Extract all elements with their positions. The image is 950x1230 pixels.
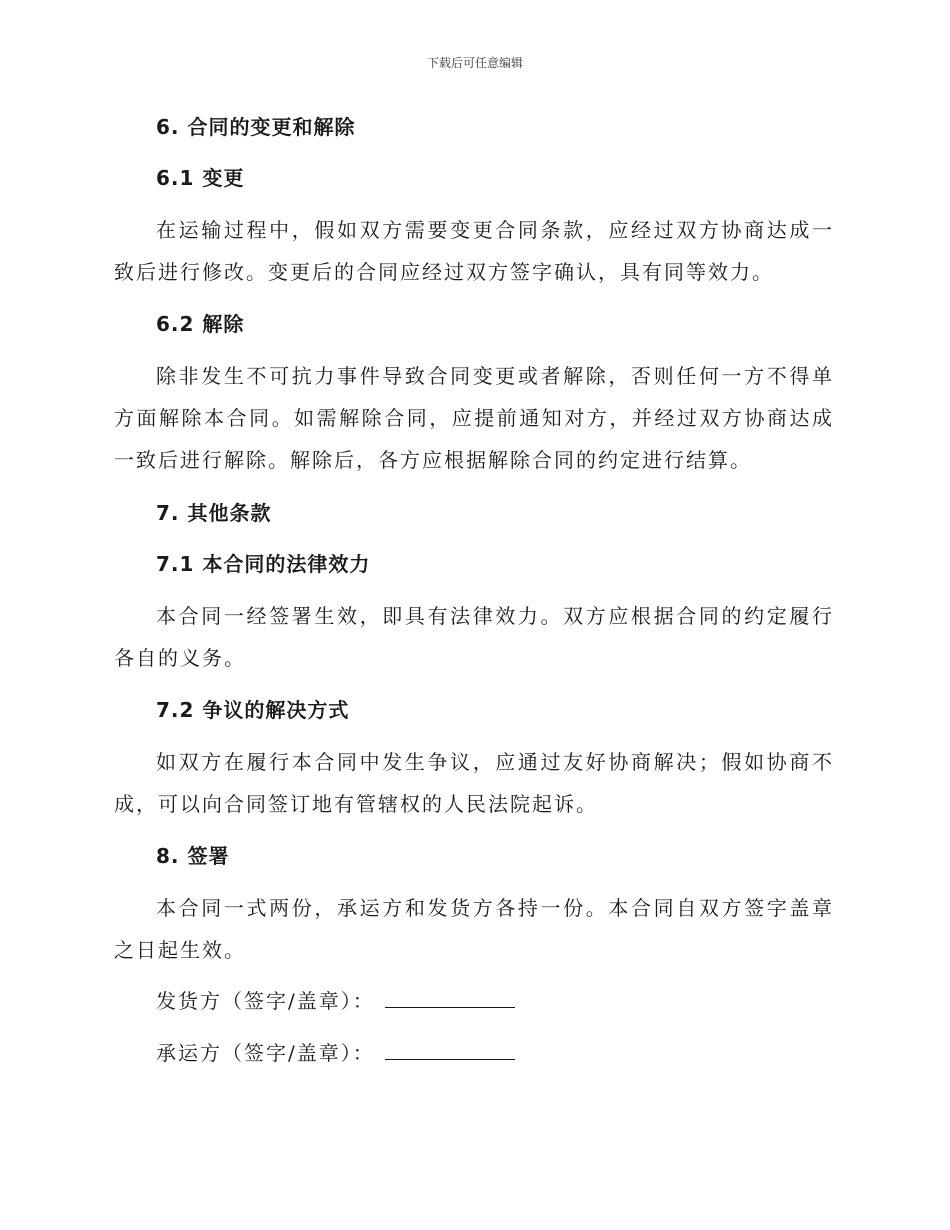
- section-7-heading: 7. 其他条款: [156, 501, 272, 525]
- carrier-signature-line: [156, 1032, 876, 1074]
- shipper-signature-label: 发货方（签字/盖章）：: [156, 989, 375, 1013]
- section-7-2-heading: 7.2 争议的解决方式: [156, 698, 350, 722]
- carrier-signature-blank: [385, 1058, 515, 1060]
- section-6-1-heading: 6.1 变更: [156, 166, 245, 190]
- section-7-1-body: 本合同一经签署生效，即具有法律效力。双方应根据合同的约定履行各自的义务。: [114, 604, 834, 670]
- shipper-signature-blank: [385, 1006, 515, 1008]
- carrier-signature-label: 承运方（签字/盖章）：: [156, 1041, 375, 1065]
- shipper-signature-line: [156, 980, 876, 1022]
- section-6-2-heading: 6.2 解除: [156, 312, 245, 336]
- page-header-note: 下载后可任意编辑: [426, 56, 523, 70]
- section-8-body: 本合同一式两份，承运方和发货方各持一份。本合同自双方签字盖章之日起生效。: [114, 896, 834, 962]
- section-8-heading: 8. 签署: [156, 844, 230, 868]
- section-6-heading: 6. 合同的变更和解除: [156, 115, 356, 139]
- section-7-2-body: 如双方在履行本合同中发生争议，应通过友好协商解决；假如协商不成，可以向合同签订地有管辖权的人民法院起诉。: [114, 750, 834, 816]
- section-6-1-body: 在运输过程中，假如双方需要变更合同条款，应经过双方协商达成一致后进行修改。变更后的合同应经过双方签字确认，具有同等效力。: [114, 218, 834, 284]
- section-6-2-body: 除非发生不可抗力事件导致合同变更或者解除，否则任何一方不得单方面解除本合同。如需解除合同，应提前通知对方，并经过双方协商达成一致后进行解除。解除后，各方应根据解除合同的约定进行结算。: [114, 364, 834, 472]
- section-7-1-heading: 7.1 本合同的法律效力: [156, 552, 371, 576]
